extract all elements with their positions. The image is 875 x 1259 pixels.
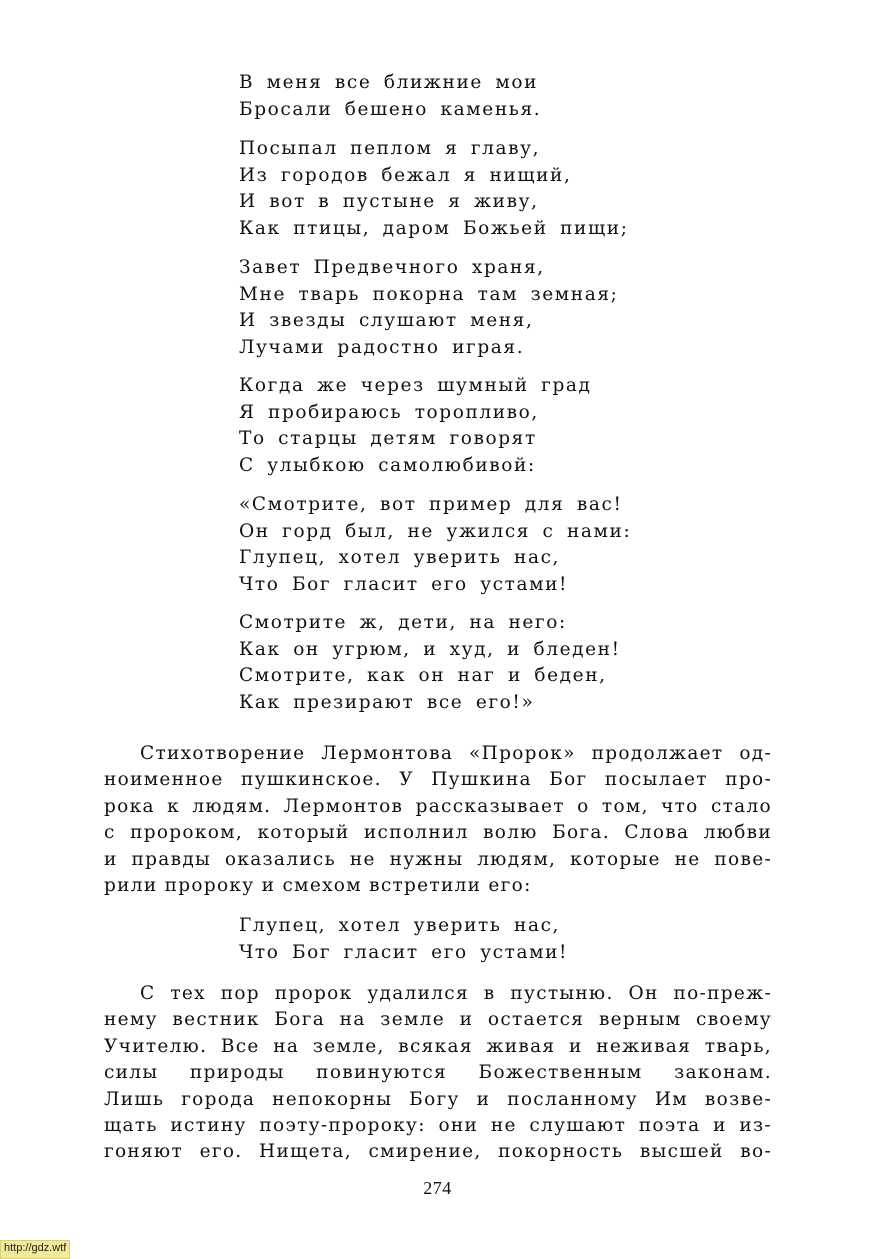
poem-line: Как презирают все его!» xyxy=(239,691,535,713)
paragraph-line: рили пророку и смехом встретили его: xyxy=(104,874,532,896)
poem-line: В меня все ближние мои xyxy=(239,72,539,93)
poem-line: Смотрите, как он наг и беден, xyxy=(239,665,607,686)
paragraph-line: ноименное пушкинское. У Пушкина Бог посылает про- xyxy=(104,769,772,791)
poem-line: Посыпал пеплом я главу, xyxy=(239,138,541,159)
poem-line: Когда же через шумный град xyxy=(239,375,592,396)
poem-stanza-2 xyxy=(239,136,629,242)
paragraph-line: Лишь города непокорны Богу и посланному Им возве- xyxy=(104,1088,772,1110)
paragraph-line: щать истину поэту-пророку: они не слушают поэта и из- xyxy=(104,1114,772,1136)
poem-line: «Смотрите, вот пример для вас! xyxy=(239,494,623,515)
page-number: 274 xyxy=(423,1178,452,1198)
paragraph-line: и правды оказались не нужны людям, которые не пове- xyxy=(104,848,772,870)
poem-line: И звезды слушают меня, xyxy=(239,310,534,331)
poem-line: Что Бог гласит его устами! xyxy=(239,573,569,595)
paragraph-line: С тех пор пророк удалился в пустыню. Он по-преж- xyxy=(140,983,772,1004)
poem-line: Глупец, хотел уверить нас, xyxy=(239,547,561,568)
quote-line: Что Бог гласит его устами! xyxy=(239,941,569,963)
paragraph-2 xyxy=(104,981,772,1166)
paragraph-1 xyxy=(104,741,772,899)
quote-line: Глупец, хотел уверить нас, xyxy=(239,915,561,936)
poem-stanza-4 xyxy=(239,373,592,479)
poem-line: Мне тварь покорна там земная; xyxy=(239,283,619,305)
paragraph-line: Стихотворение Лермонтова «Пророк» продолжает од- xyxy=(140,743,772,764)
watermark-link[interactable]: http://gdz.wtf xyxy=(0,1240,70,1259)
poem-line: То старцы детям говорят xyxy=(239,428,537,449)
poem-line: Бросали бешено каменья. xyxy=(239,98,542,120)
poem-line: Смотрите ж, дети, на него: xyxy=(239,612,567,633)
paragraph-line: нему вестник Бога на земле и остается верным своему xyxy=(104,1009,772,1031)
poem-stanza-6 xyxy=(239,610,621,716)
poem-stanza-1 xyxy=(239,70,541,123)
poem-line: Лучами радостно играя. xyxy=(239,336,525,358)
poem-line: И вот в пустыне я живу, xyxy=(239,191,539,212)
paragraph-line: гоняют его. Нищета, смирение, покорность высшей во- xyxy=(104,1141,772,1163)
poem-stanza-3 xyxy=(239,255,618,361)
paragraph-line: Учителю. Все на земле, всякая живая и неживая тварь, xyxy=(104,1035,772,1057)
poem-line: Из городов бежал я нищий, xyxy=(239,164,572,186)
poem-line: Как он угрюм, и худ, и бледен! xyxy=(239,638,621,660)
poem-line: Как птицы, даром Божьей пищи; xyxy=(239,217,629,239)
poem-line: С улыбкою самолюбивой: xyxy=(239,454,536,476)
paragraph-line: с пророком, который исполнил волю Бога. Слова любви xyxy=(104,822,772,844)
paragraph-line: рока к людям. Лермонтов рассказывает о том, что стало xyxy=(104,795,772,817)
poem-line: Я пробираюсь торопливо, xyxy=(239,401,539,423)
poem-line: Завет Предвечного храня, xyxy=(239,257,545,278)
paragraph-line: силы природы повинуются Божественным законам. xyxy=(104,1062,772,1084)
poem-stanza-5 xyxy=(239,492,631,598)
quote-block xyxy=(239,913,568,966)
poem-line: Он горд был, не ужился с нами: xyxy=(239,520,632,542)
